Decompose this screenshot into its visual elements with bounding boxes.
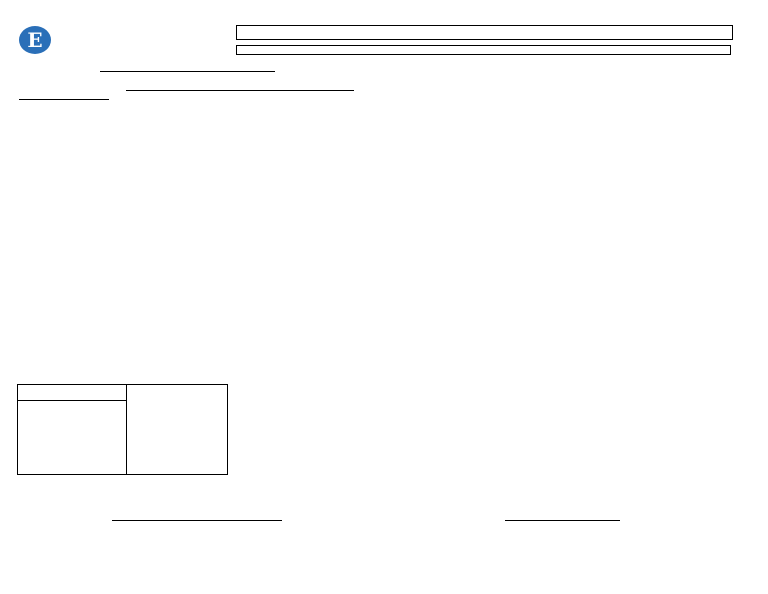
status-panel xyxy=(17,384,228,475)
logo-letter: E xyxy=(27,28,43,52)
